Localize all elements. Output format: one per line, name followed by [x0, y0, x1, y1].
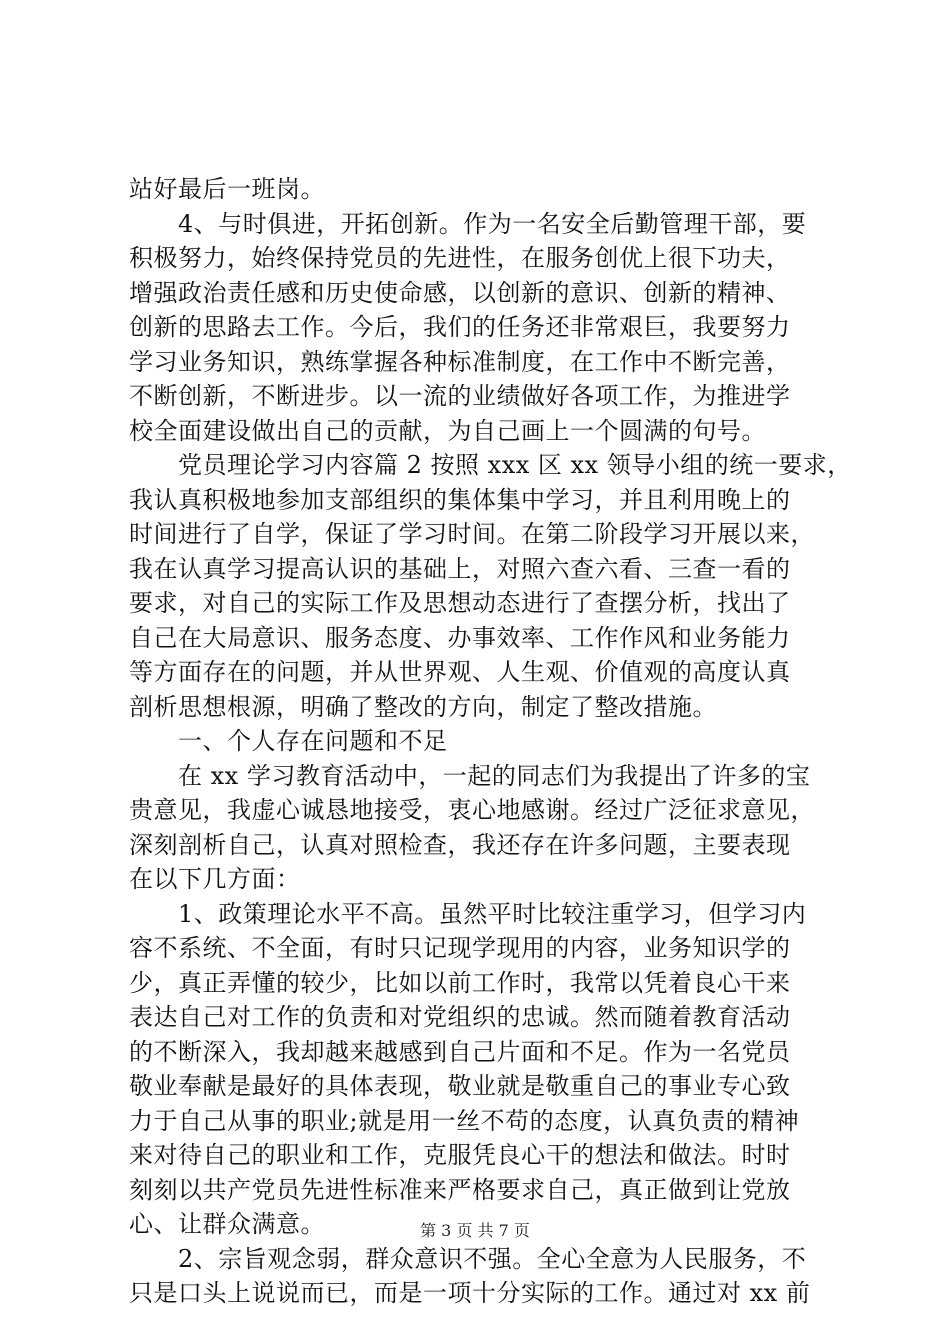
text-line: 心、让群众满意。 [129, 1210, 325, 1238]
text-line: 刻刻以共产党员先进性标准来严格要求自己，真正做到让党放 [129, 1175, 791, 1204]
text-line: 的不断深入，我却越来越感到自己片面和不足。作为一名党员 [129, 1037, 791, 1066]
text-line: 只是口头上说说而已，而是一项十分实际的工作。通过对 xx 前 [129, 1279, 811, 1307]
text-line: 学习业务知识，熟练掌握各种标准制度，在工作中不断完善， [129, 347, 791, 376]
text-line: 贵意见，我虚心诚恳地接受，衷心地感谢。经过广泛征求意见， [129, 796, 815, 824]
document-body [129, 172, 852, 1311]
text-line: 站好最后一班岗。 [129, 175, 325, 203]
text-line: 剖析思想根源，明确了整改的方向，制定了整改措施。 [129, 692, 717, 721]
text-line: 少，真正弄懂的较少，比如以前工作时，我常以凭着良心干来 [129, 968, 791, 997]
text-line: 力于自己从事的职业;就是用一丝不苟的态度，认真负责的精神 [129, 1106, 800, 1135]
text-line: 等方面存在的问题，并从世界观、人生观、价值观的高度认真 [129, 658, 791, 686]
text-line: 4、与时俱进，开拓创新。作为一名安全后勤管理干部，要 [129, 209, 807, 238]
text-line: 我认真积极地参加支部组织的集体集中学习，并且利用晚上的 [129, 485, 791, 514]
text-line: 创新的思路去工作。今后，我们的任务还非常艰巨，我要努力 [129, 313, 791, 341]
text-line: 时间进行了自学，保证了学习时间。在第二阶段学习开展以来， [129, 520, 815, 548]
text-line: 增强政治责任感和历史使命感，以创新的意识、创新的精神、 [129, 278, 791, 307]
text-line: 来对待自己的职业和工作，克服凭良心干的想法和做法。时时 [129, 1141, 791, 1169]
text-line: 积极努力，始终保持党员的先进性，在服务创优上很下功夫， [129, 244, 791, 272]
text-line: 自己在大局意识、服务态度、办事效率、工作作风和业务能力 [129, 623, 791, 652]
text-line: 深刻剖析自己，认真对照检查，我还存在许多问题，主要表现 [129, 830, 791, 859]
text-line: 容不系统、不全面，有时只记现学现用的内容，业务知识学的 [129, 934, 791, 962]
text-line: 党员理论学习内容篇 2 按照 xxx 区 xx 领导小组的统一要求， [129, 451, 852, 479]
text-line: 表达自己对工作的负责和对党组织的忠诚。然而随着教育活动 [129, 1003, 791, 1031]
text-line: 校全面建设做出自己的贡献，为自己画上一个圆满的句号。 [129, 416, 766, 445]
text-line: 敬业奉献是最好的具体表现，敬业就是敬重自己的事业专心致 [129, 1072, 791, 1100]
text-line: 要求，对自己的实际工作及思想动态进行了查摆分析，找出了 [129, 589, 791, 617]
text-line: 我在认真学习提高认识的基础上，对照六查六看、三查一看的 [129, 554, 791, 583]
text-line: 在 xx 学习教育活动中，一起的同志们为我提出了许多的宝 [129, 761, 811, 790]
text-line: 一、个人存在问题和不足 [129, 727, 448, 755]
text-line: 1、政策理论水平不高。虽然平时比较注重学习，但学习内 [129, 899, 807, 928]
text-line: 不断创新，不断进步。以一流的业绩做好各项工作，为推进学 [129, 382, 791, 410]
text-line: 2、宗旨观念弱，群众意识不强。全心全意为人民服务，不 [129, 1244, 807, 1273]
page-footer: 第 3 页 共 7 页 [420, 1221, 530, 1240]
text-line: 在以下几方面： [129, 865, 301, 893]
